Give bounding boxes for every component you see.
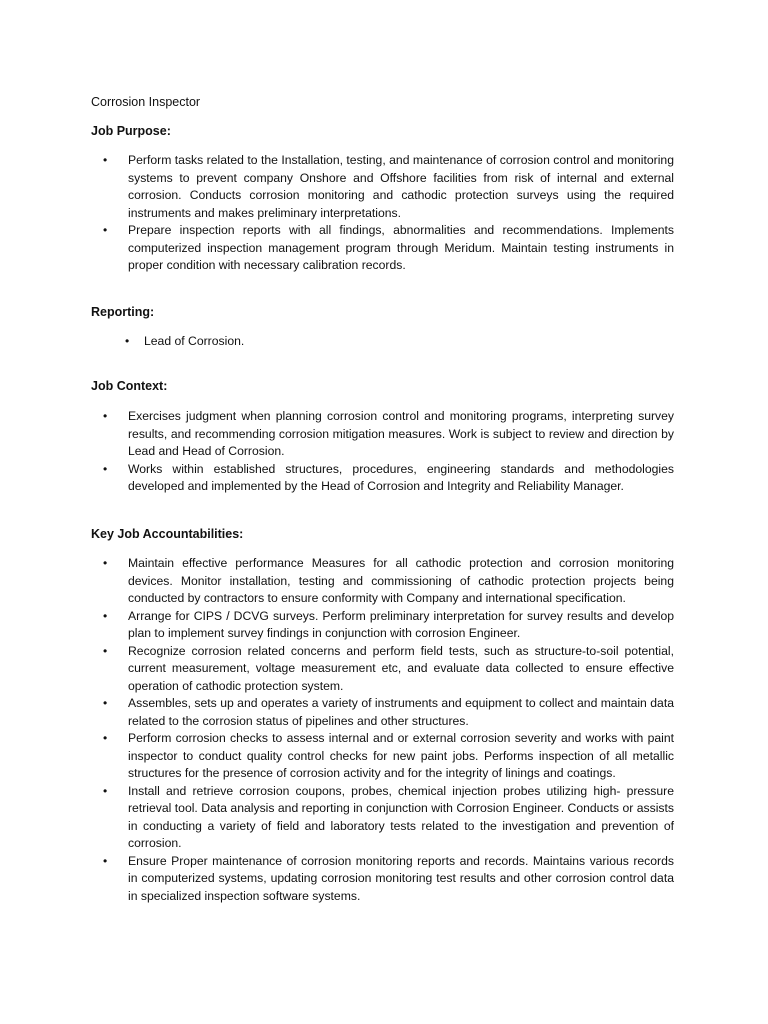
bullet-icon: • [103, 783, 108, 798]
bullet-icon: • [103, 731, 108, 745]
list-item-text: Install and retrieve corrosion coupons, probes, chemical injection probes utilizing high- pressure retrieval tool. Data analysis and reporting in conjunction with Corrosion Engineer. Conducts or assists in conducting a variety of field and laboratory tests related to the investigation and prevention of corrosion. [128, 783, 674, 850]
list-item [0, 555, 674, 608]
accountabilities-heading: Key Job Accountabilities: [91, 527, 244, 541]
list-item [0, 643, 674, 696]
document-title: Corrosion Inspector [91, 95, 201, 109]
list-item-text: Prepare inspection reports with all findings, abnormalities and recommendations. Implements computerized inspection management program through Meridum. Maintain testing instruments in proper condition with necessary calibration records. [128, 223, 674, 272]
bullet-icon: • [103, 556, 108, 570]
bullet-icon: • [103, 643, 108, 658]
bullet-icon: • [103, 461, 108, 476]
list-item-text: Exercises judgment when planning corrosion control and monitoring programs, interpreting survey results, and recommending corrosion mitigation measures. Work is subject to review and direction by Lead and Head of Corrosion. [128, 409, 674, 458]
bullet-icon: • [103, 696, 108, 710]
list-item [0, 608, 674, 643]
list-item [0, 152, 674, 222]
bullet-icon: • [103, 853, 108, 868]
list-item [0, 730, 674, 783]
job-context-list [0, 408, 674, 496]
list-item-text: Perform corrosion checks to assess internal and or external corrosion severity and works with paint inspector to conduct quality control checks for new paint jobs. Performs inspection of all metallic structures for the presence of corrosion activity and for the integrity of linings and coatings. [128, 731, 674, 780]
list-item-text: Lead of Corrosion. [144, 334, 245, 348]
list-item-text: Ensure Proper maintenance of corrosion monitoring reports and records. Maintains various records in computerized systems, updating corrosion monitoring test results and other corrosion control data in specialized inspection software systems. [128, 853, 674, 903]
bullet-icon: • [103, 608, 108, 623]
list-item [0, 783, 674, 853]
bullet-icon: • [103, 409, 108, 423]
list-item [0, 461, 674, 496]
list-item [0, 408, 674, 461]
list-item-text: Maintain effective performance Measures for all cathodic protection and corrosion monitoring devices. Monitor installation, testing and commissioning of cathodic protection projects being conducted by contractors to ensure conformity with Company and international specification. [128, 556, 674, 605]
list-item [0, 853, 674, 906]
bullet-icon: • [125, 334, 130, 348]
reporting-list [0, 333, 690, 351]
list-item-text: Works within established structures, procedures, engineering standards and methodologies developed and implemented by the Head of Corrosion and Integrity and Reliability Manager. [128, 461, 674, 493]
list-item-text: Arrange for CIPS / DCVG surveys. Perform preliminary interpretation for survey results and develop plan to implement survey findings in conjunction with corrosion Engineer. [128, 608, 674, 640]
list-item [0, 695, 674, 730]
job-purpose-list [0, 152, 674, 275]
reporting-heading: Reporting: [91, 305, 155, 319]
list-item-text: Assembles, sets up and operates a variety of instruments and equipment to collect and maintain data related to the corrosion status of pipelines and other structures. [128, 696, 674, 728]
job-purpose-heading: Job Purpose: [91, 124, 171, 138]
list-item-text: Perform tasks related to the Installation, testing, and maintenance of corrosion control and monitoring systems to prevent company Onshore and Offshore facilities from risk of internal and external corrosion. Conducts corrosion monitoring and cathodic protection surveys using the required instruments and makes preliminary interpretations. [128, 153, 674, 220]
job-context-heading: Job Context: [91, 379, 168, 393]
accountabilities-list [0, 555, 674, 905]
list-item [0, 222, 674, 275]
list-item-text: Recognize corrosion related concerns and perform field tests, such as structure-to-soil potential, current measurement, voltage measurement etc, and evaluate data collected to ensure effective operation of cathodic protection system. [128, 643, 674, 693]
list-item [0, 333, 690, 351]
bullet-icon: • [103, 153, 108, 167]
bullet-icon: • [103, 223, 108, 237]
